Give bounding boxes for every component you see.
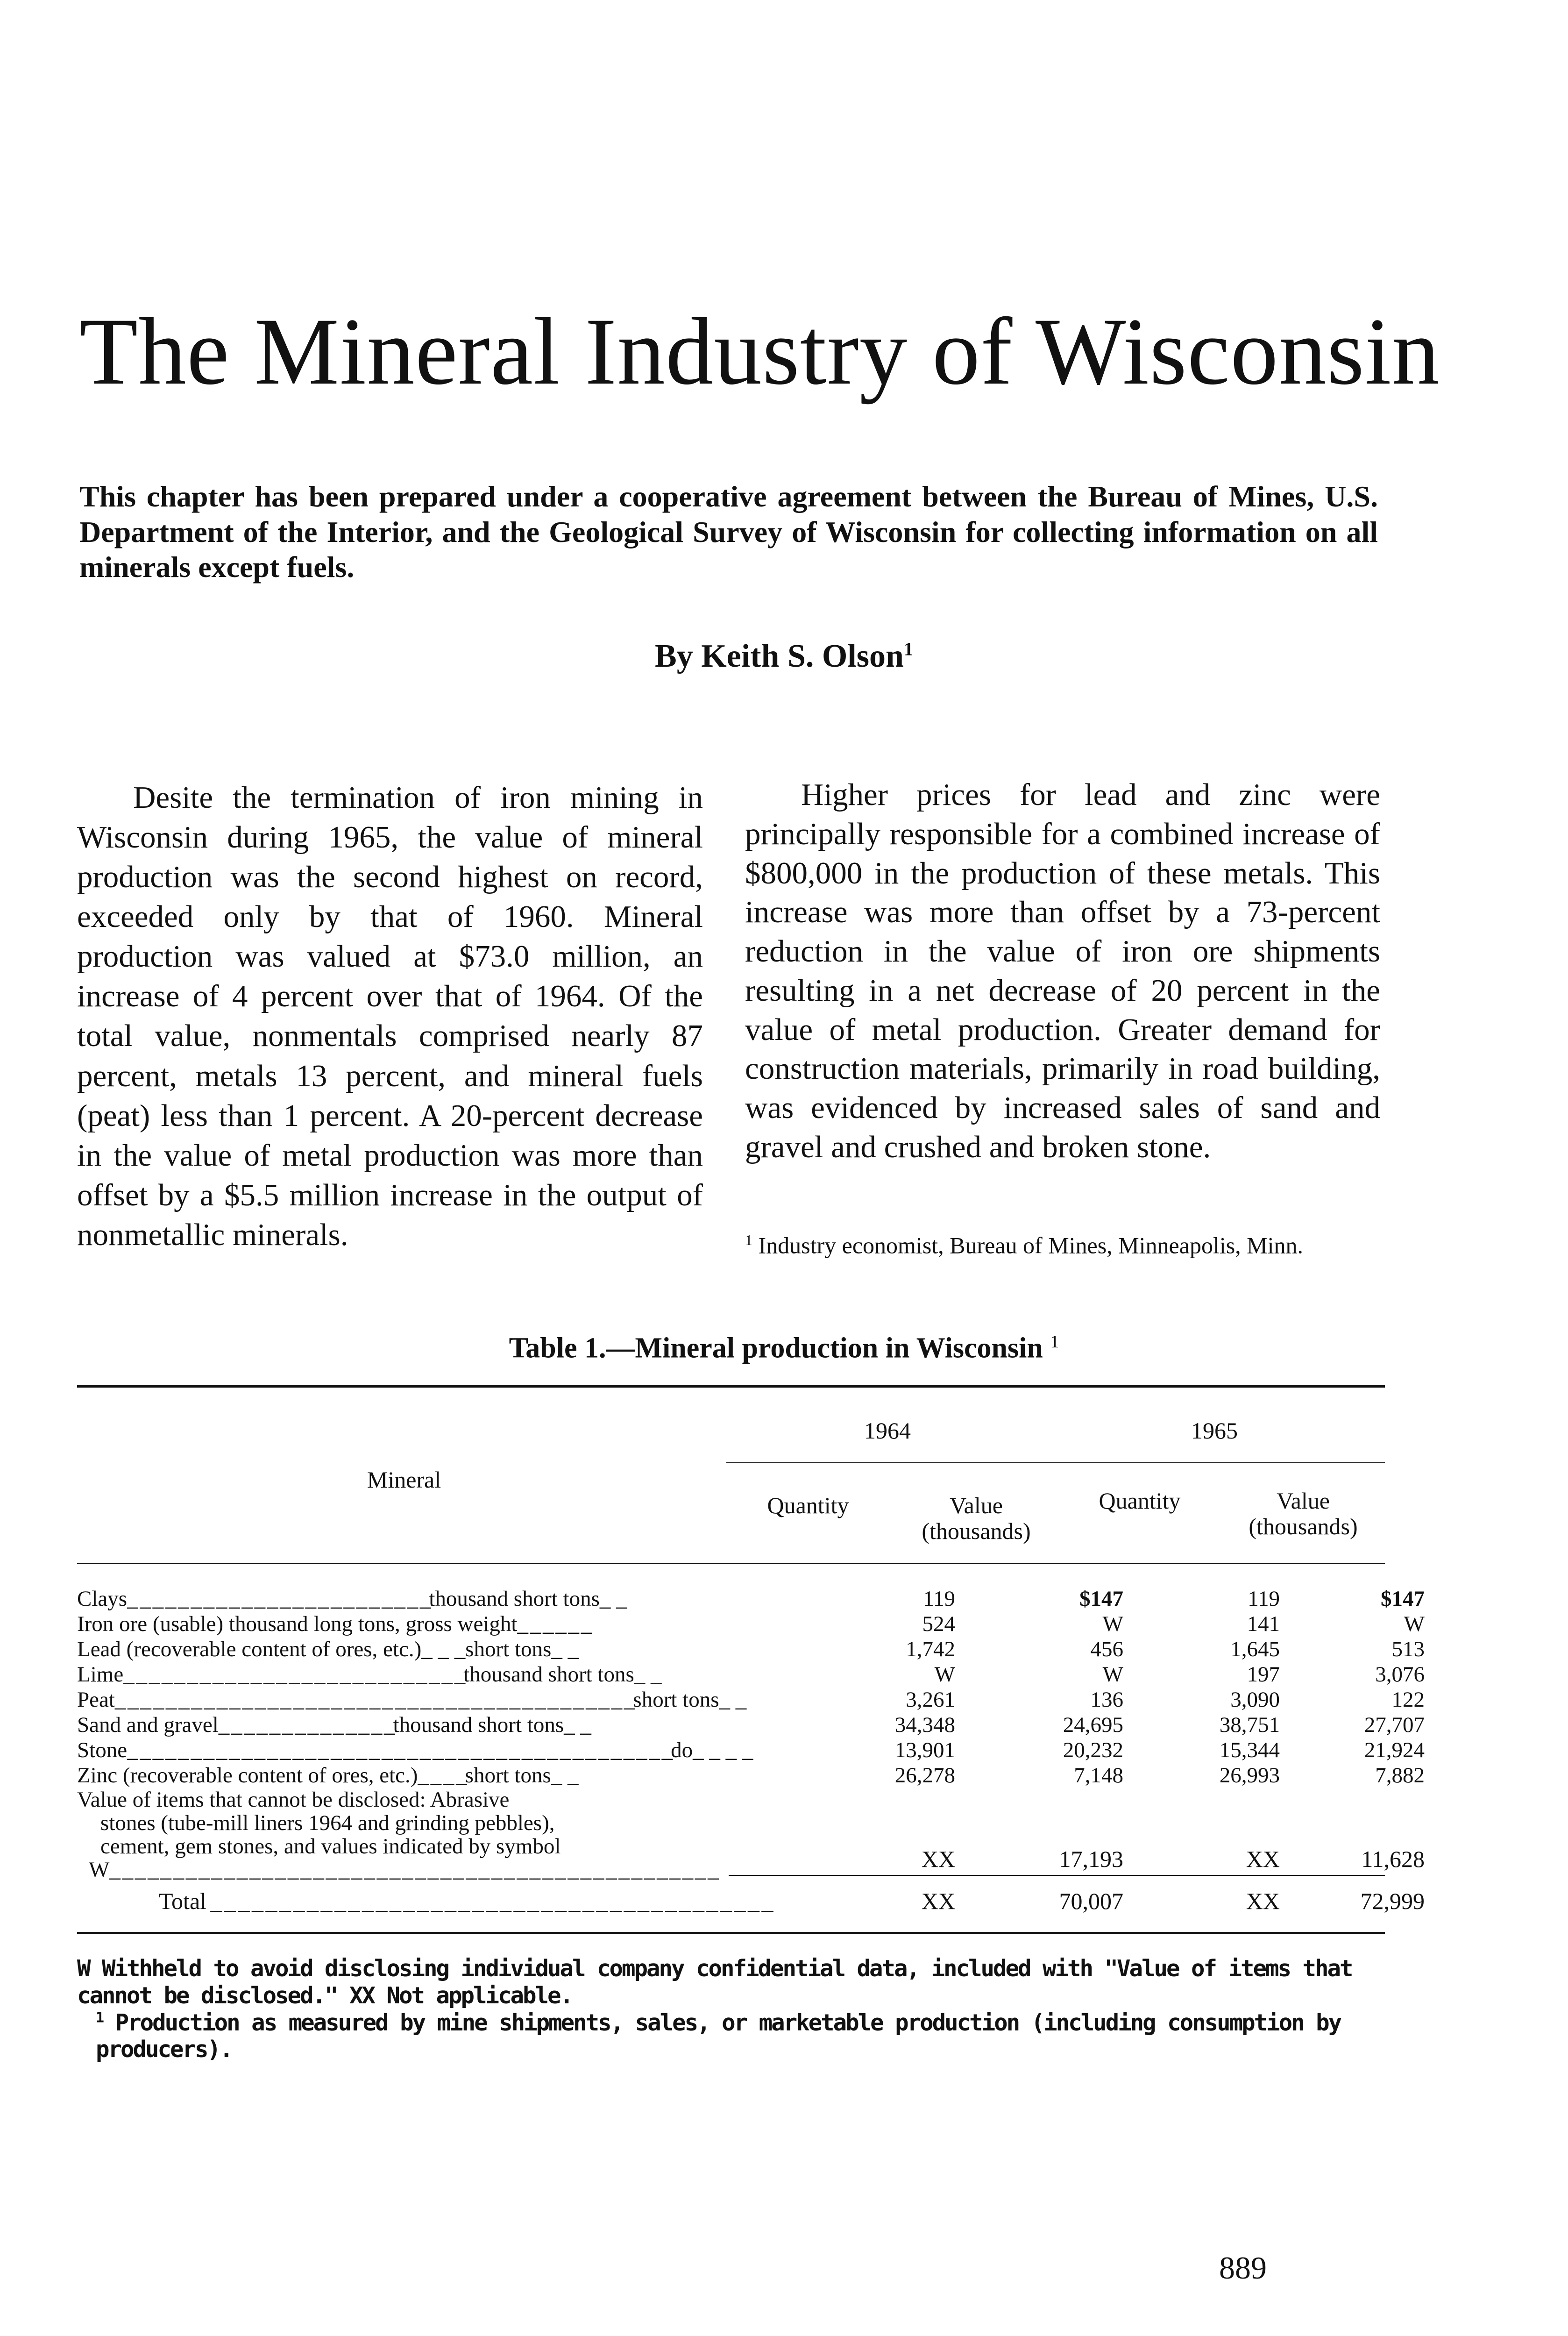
row-leader: _ _ _ _ _ _ _ _ _ _ _ _ _ _ _ _ _ _ _ _ _ _ _ _ _ _ _ _ _ _ _ _ _ _ _ _ _ _ _ _ _ _ _ (127, 1738, 671, 1762)
author-byline (0, 638, 1568, 675)
disclosed-q1964: XX (921, 1846, 955, 1872)
row-leader: _ _ _ _ _ _ _ _ _ _ _ _ _ _ _ _ _ _ _ _ _ _ _ _ _ _ _ (123, 1662, 464, 1687)
row-v1965: 513 (1391, 1637, 1425, 1661)
row-mineral: Sand and gravel (77, 1713, 219, 1737)
row-mineral: Lead (recoverable content of ores, etc.) (77, 1637, 422, 1661)
row-leader: _ _ _ _ _ _ (517, 1612, 590, 1636)
header-quantity-1965: Quantity (1099, 1488, 1181, 1514)
row-v1964: 136 (1090, 1688, 1123, 1712)
row-v1964: 7,148 (1074, 1763, 1123, 1788)
author-footnote (745, 1231, 1380, 1260)
row-q1964: 119 (923, 1587, 955, 1611)
paragraph-right: Higher prices for lead and zinc were principally responsible for a combined increase of $800,000 in the production of these metals. This increase was more than offset by a 73-percent reduction in the value of iron ore shipments resulting in a net decrease of 20 percent in the value of metal production. Greater demand for construction materials, primarily in road building, was evidenced by increased sales of sand and gravel and crushed and broken stone. (745, 777, 1380, 1164)
header-value-1964 (887, 1493, 1065, 1544)
table-row-stone (77, 1738, 1425, 1763)
row-v1964: W (1102, 1662, 1123, 1687)
table-title (0, 1332, 1568, 1365)
withheld-note: W Withheld to avoid disclosing individual company confidential data, included with "Value of items that cannot be disclosed." XX Not applicable. (77, 1955, 1352, 2009)
table-row-clays (77, 1586, 1425, 1611)
cooperative-note: This chapter has been prepared under a cooperative agreement between the Bureau of Mines, U.S. Department of the Interior, and the Geological Survey of Wisconsin for collecting information on all minerals except fuels. (79, 480, 1378, 584)
row-mineral: Stone (77, 1738, 128, 1762)
row-q1965: 3,090 (1230, 1688, 1280, 1712)
row-unit: thousand short tons (393, 1713, 564, 1737)
row-q1964: 3,261 (906, 1688, 955, 1712)
row-q1965: 1,645 (1230, 1637, 1280, 1661)
author-name: By Keith S. Olson (655, 638, 904, 674)
author-footnote-mark: 1 (903, 638, 913, 660)
row-v1965: 21,924 (1364, 1738, 1425, 1762)
row-leader-end: _ _ (551, 1637, 579, 1661)
header-value-1965-unit: (thousands) (1249, 1513, 1358, 1539)
row-leader-end: _ _ (719, 1688, 747, 1712)
row-q1965: 197 (1247, 1662, 1280, 1687)
table-row-peat (77, 1687, 1425, 1712)
page-number: 889 (1219, 2250, 1267, 2286)
row-q1965: 15,344 (1219, 1738, 1280, 1762)
production-footnote-text: Production as measured by mine shipments, sales, or marketable production (including consumption by producers). (96, 2009, 1341, 2063)
row-label (77, 1738, 753, 1763)
table-row-lead (77, 1637, 1425, 1662)
row-leader: _ _ _ _ _ _ _ _ _ _ _ _ _ _ _ _ _ _ _ _ _ _ _ _ _ _ _ _ _ _ _ _ _ _ _ _ _ _ _ _ _ (114, 1688, 633, 1712)
production-footnote-mark: 1 (96, 2009, 103, 2026)
disclosed-v1964: 17,193 (1059, 1846, 1123, 1872)
table-bottom-rule (77, 1932, 1385, 1934)
row-unit: thousand short tons (429, 1587, 600, 1611)
row-unit: short tons (465, 1763, 551, 1788)
row-v1965: W (1404, 1612, 1425, 1636)
header-mineral: Mineral (367, 1467, 441, 1493)
paragraph-left: Desite the termination of iron mining in Wisconsin during 1965, the value of mineral production was the second highest on record, exceeded only by that of 1960. Mineral production was valued at $73.0 million, an increase of 4 percent over that of 1964. Of the total value, nonmentals comprised nearly 87 percent, metals 13 percent, and mineral fuels (peat) less than 1 percent. A 20-percent decrease in the value of metal production was more than offset by a $5.5 million increase in the output of nonmetallic minerals. (77, 780, 703, 1252)
row-leader-end: _ _ (599, 1587, 627, 1611)
row-mineral: Peat (77, 1688, 115, 1712)
table-title-mark: 1 (1050, 1332, 1059, 1352)
row-leader: _ _ _ _ _ _ _ _ _ _ _ _ _ _ _ _ _ _ _ _ _ _ _ _ (127, 1587, 429, 1611)
chapter-title: The Mineral Industry of Wisconsin (79, 299, 1440, 405)
row-unit: short tons (465, 1637, 552, 1661)
author-footnote-number: 1 (745, 1232, 752, 1248)
header-value-1964-label: Value (950, 1492, 1003, 1518)
total-q1965: XX (1246, 1888, 1280, 1914)
row-q1964: W (934, 1662, 955, 1687)
header-year-1964: 1964 (864, 1417, 911, 1444)
row-q1964: 1,742 (906, 1637, 955, 1661)
disclosed-line-1: Value of items that cannot be disclosed: Abrasive (77, 1788, 510, 1812)
header-value-1965 (1214, 1488, 1392, 1539)
disclosed-v1965: 11,628 (1361, 1846, 1425, 1872)
row-mineral: Lime (77, 1662, 124, 1687)
table-total-rule (729, 1875, 1385, 1876)
row-leader: _ _ _ _ _ _ _ _ _ _ _ _ _ _ (218, 1713, 393, 1737)
row-mineral: Zinc (recoverable content of ores, etc.) (77, 1763, 418, 1788)
row-label (77, 1586, 729, 1611)
row-v1964: 24,695 (1063, 1713, 1123, 1737)
row-q1964: 524 (922, 1612, 955, 1636)
row-q1965: 119 (1248, 1587, 1280, 1611)
production-footnote (77, 2009, 1385, 2064)
row-label (77, 1712, 729, 1738)
header-value-1964-unit: (thousands) (922, 1518, 1031, 1544)
row-v1964: $147 (1079, 1587, 1123, 1611)
total-label-text: Total (159, 1888, 207, 1914)
row-q1964: 26,278 (894, 1763, 955, 1788)
disclosed-line-3: cement, gem stones, and values indicated by symbol (100, 1834, 561, 1859)
table-header-bottom-rule (77, 1563, 1385, 1564)
row-leader-end: _ _ (551, 1763, 579, 1788)
table-body (77, 1586, 1425, 1788)
row-q1965: 26,993 (1219, 1763, 1280, 1788)
row-q1964: 34,348 (894, 1713, 955, 1737)
row-q1964: 13,901 (894, 1738, 955, 1762)
header-quantity-1964: Quantity (767, 1492, 849, 1518)
total-v1965: 72,999 (1360, 1888, 1425, 1914)
table-top-rule (77, 1385, 1385, 1388)
disclosed-symbol: W (89, 1858, 110, 1882)
row-leader-end: _ _ (634, 1662, 662, 1687)
table-title-text: Table 1.—Mineral production in Wisconsin (509, 1332, 1043, 1364)
row-leader: _ _ _ (421, 1637, 466, 1661)
row-unit: thousand short tons (463, 1662, 634, 1687)
row-label (77, 1637, 729, 1662)
row-v1964: W (1102, 1612, 1123, 1636)
author-footnote-text: Industry economist, Bureau of Mines, Minneapolis, Minn. (758, 1232, 1304, 1259)
row-leader-end: _ _ (564, 1713, 591, 1737)
row-v1965: 3,076 (1375, 1662, 1425, 1687)
row-label (77, 1611, 729, 1637)
row-mineral: Iron ore (usable) thousand long tons, gross weight (77, 1612, 518, 1636)
disclosed-line-2: stones (tube-mill liners 1964 and grinding pebbles), (100, 1811, 555, 1835)
table-row-zinc (77, 1763, 1425, 1788)
row-unit: do (671, 1738, 693, 1762)
total-v1964: 70,007 (1059, 1888, 1123, 1914)
table-row-sand-gravel (77, 1712, 1425, 1738)
row-unit: short tons (633, 1688, 719, 1712)
body-column-right (745, 776, 1380, 1167)
header-value-1965-label: Value (1277, 1488, 1330, 1514)
total-q1964: XX (921, 1888, 955, 1914)
disclosed-q1965: XX (1246, 1846, 1280, 1872)
row-mineral: Clays (77, 1587, 128, 1611)
row-v1965: $147 (1381, 1587, 1425, 1611)
row-v1965: 122 (1391, 1688, 1425, 1712)
row-v1965: 27,707 (1364, 1713, 1425, 1737)
table-row-lime (77, 1662, 1425, 1687)
row-v1964: 20,232 (1063, 1738, 1123, 1762)
row-label (77, 1662, 729, 1687)
row-label (77, 1687, 747, 1712)
table-row-iron-ore (77, 1611, 1425, 1637)
row-leader: _ _ _ _ (418, 1763, 465, 1788)
header-year-1965: 1965 (1191, 1417, 1238, 1444)
body-column-left (77, 778, 703, 1255)
row-q1965: 38,751 (1219, 1713, 1280, 1737)
disclosed-values-row (77, 1845, 1425, 1872)
table-year-rule (726, 1462, 1385, 1463)
row-q1965: 141 (1247, 1612, 1280, 1636)
row-v1964: 456 (1090, 1637, 1123, 1661)
total-values-row (77, 1887, 1425, 1914)
row-label (77, 1763, 729, 1788)
row-leader-end: _ _ _ _ (693, 1738, 753, 1762)
table-notes (77, 1955, 1385, 2063)
row-v1965: 7,882 (1375, 1763, 1425, 1788)
